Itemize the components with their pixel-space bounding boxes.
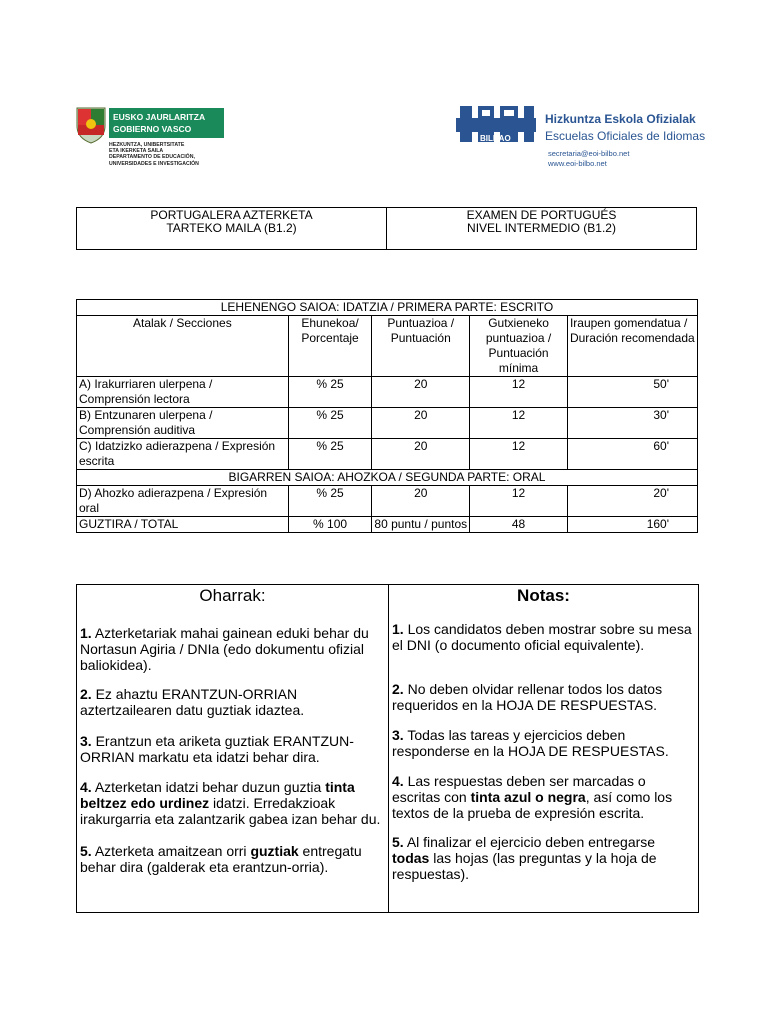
min-cell: 12 [470,439,568,470]
title-basque-line2: TARTEKO MAILA (B1.2) [166,221,297,235]
min-cell: 48 [470,517,568,533]
section-cell: GUZTIRA / TOTAL [77,517,289,533]
header-cell: Atalak / Secciones [77,316,289,377]
notes-basque-title: Oharrak: [199,586,266,605]
section-cell: D) Ahozko adierazpena / Expresión oral [77,486,289,517]
note-item: 2. No deben olvidar rellenar todos los datos requeridos en la HOJA DE RESPUESTAS. [392,681,663,713]
note-item: 5. Azterketa amaitzean orri guztiak entregatu behar dira (galderak eta erantzun-orria). [80,843,362,875]
table-row [77,377,698,408]
dept-line: UNIVERSIDADES E INVESTIGACIÓN [109,160,199,167]
eoi-subtitle: Escuelas Oficiales de Idiomas [545,129,706,143]
duration-cell: 60' [567,439,697,470]
points-cell: 20 [372,439,470,470]
title-spanish [386,208,696,249]
duration-cell: 20' [567,486,697,517]
title-basque-line1: PORTUGALERA AZTERKETA [150,208,313,222]
banner-line-2: GOBIERNO VASCO [113,124,192,134]
eoi-logo [452,102,712,174]
percent-cell: % 25 [288,377,372,408]
points-cell: 80 puntu / puntos [372,517,470,533]
header-cell: Gutxieneko puntuazioa / Puntuación mínima [470,316,568,377]
percent-cell: % 25 [288,439,372,470]
coat-of-arms-icon [74,104,108,144]
note-item: 2. Ez ahaztu ERANTZUN-ORRIAN aztertzailearen datu guztiak idaztea. [80,686,305,718]
eoi-web: www.eoi-bilbo.net [548,159,607,168]
header-row [77,316,698,377]
min-cell: 12 [470,377,568,408]
note-item: 1. Los candidatos deben mostrar sobre su mesa el DNI (o documento oficial equivalente). [392,621,692,653]
eoi-title: Hizkuntza Eskola Ofizialak [545,112,696,126]
dept-line: DEPARTAMENTO DE EDUCACIÓN, [109,154,195,161]
note-item: 3. Todas las tareas y ejercicios deben responderse en la HOJA DE RESPUESTAS. [392,727,669,759]
min-cell: 12 [470,486,568,517]
note-item: 4. Azterketan idatzi behar duzun guztia tinta beltzez edo urdinez idatzi. Erredakzioak irakurgarria eta zalantzarik gabea izan behar du. [80,779,381,827]
note-item: 5. Al finalizar el ejercicio deben entregarse todas las hojas (las preguntas y la hoja de respuestas). [392,834,657,882]
table-row-total [77,517,698,533]
header-cell: Ehunekoa/ Porcentaje [288,316,372,377]
percent-cell: % 25 [288,486,372,517]
points-cell: 20 [372,486,470,517]
header-cell: Iraupen gomendatua / Duración recomendada [567,316,697,377]
notes-box [76,584,699,913]
title-spanish-line2: NIVEL INTERMEDIO (B1.2) [467,221,616,235]
exam-title-box [76,207,697,250]
title-spanish-line1: EXAMEN DE PORTUGUÉS [466,208,617,222]
notes-spanish-title: Notas: [517,586,570,605]
sections-table [76,299,698,533]
section-cell: A) Irakurriaren ulerpena / Comprensión lectora [77,377,289,408]
points-cell: 20 [372,408,470,439]
duration-cell: 50' [567,377,697,408]
table-row [77,486,698,517]
part2-title: BIGARREN SAIOA: AHOZKOA / SEGUNDA PARTE: ORAL [77,470,698,486]
eoi-contact [548,149,629,169]
note-item: 4. Las respuestas deben ser marcadas o escritas con tinta azul o negra, así como los textos de la prueba de expresión escrita. [392,773,673,821]
dept-line: ETA IKERKETA SAILA [109,148,164,155]
eoi-email: secretaria@eoi-bilbo.net [548,149,630,158]
note-item: 3. Erantzun eta ariketa guztiak ERANTZUN-ORRIAN markatu eta idatzi behar dira. [80,733,354,765]
title-basque [77,208,386,249]
notes-spanish [389,585,698,912]
table-row [77,439,698,470]
notes-basque [77,585,389,912]
duration-cell: 30' [567,408,697,439]
section-cell: B) Entzunaren ulerpena / Comprensión auditiva [77,408,289,439]
gobierno-vasco-logo [74,104,234,170]
gobierno-vasco-banner [109,108,224,138]
eoi-mark-label: BILBAO [480,134,511,143]
note-item: 1. Azterketariak mahai gainean eduki behar du Nortasun Agiria / DNIa (edo dokumentu ofizial baliokidea). [80,625,369,673]
points-cell: 20 [372,377,470,408]
banner-line-1: EUSKO JAURLARITZA [113,112,206,122]
department-lines [109,142,239,167]
table-row [77,408,698,439]
percent-cell: % 25 [288,408,372,439]
part1-title-row [77,300,698,316]
duration-cell: 160' [567,517,697,533]
part2-title-row [77,470,698,486]
min-cell: 12 [470,408,568,439]
percent-cell: % 100 [288,517,372,533]
part1-title: LEHENENGO SAIOA: IDATZIA / PRIMERA PARTE: ESCRITO [77,300,698,316]
dept-line: HEZKUNTZA, UNIBERTSITATE [109,142,185,148]
section-cell: C) Idatzizko adierazpena / Expresión escrita [77,439,289,470]
header-cell: Puntuazioa / Puntuación [372,316,470,377]
